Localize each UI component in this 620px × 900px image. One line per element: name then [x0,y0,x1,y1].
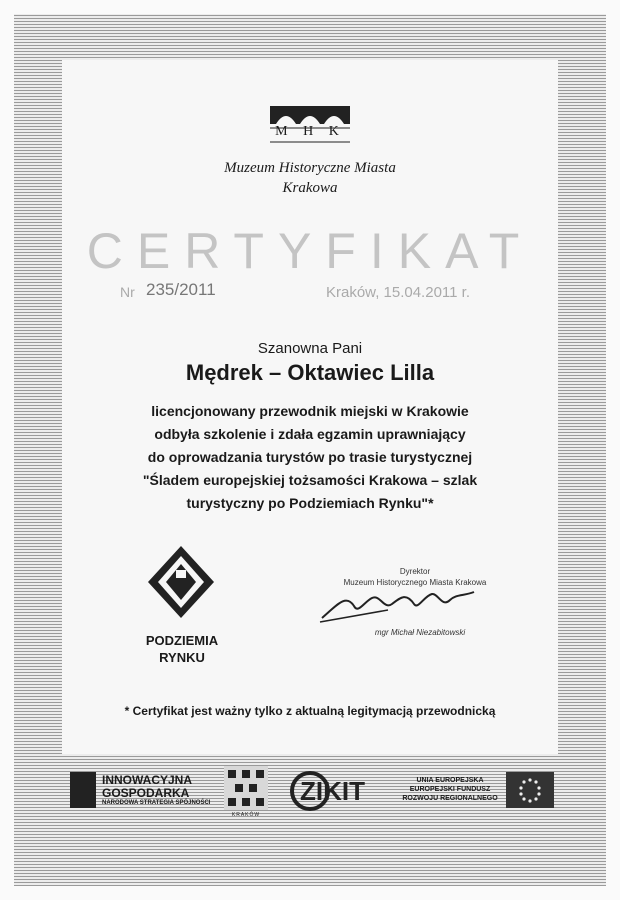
ig-name [102,774,192,800]
signatory-institution: Muzeum Historycznego Miasta Krakowa [343,578,487,587]
ue-line2: EUROPEJSKI FUNDUSZ [409,786,491,793]
ue-label [400,776,500,803]
salutation: Szanowna Pani [257,340,363,357]
ue-line3: ROZWOJU REGIONALNEGO [402,795,498,802]
ig-subtitle: NARODOWA STRATEGIA SPÓJNOŚCI [102,800,211,806]
ig-line2: GOSPODARKA [102,786,190,800]
recipient-name: Mędrek – Oktawiec Lilla [185,360,435,385]
innowacyjna-gospodarka-logo-icon [70,772,96,808]
signatory-title: Dyrektor [399,567,431,576]
ig-line1: INNOWACYJNA [102,773,193,787]
place-date: Kraków, 15.04.2011 r. [326,284,470,301]
cracovia-logo-icon [224,766,268,810]
certificate-title: CERTYFIKAT [86,223,534,279]
podziemia-rynku-logo-icon [146,544,216,620]
logo-letters: M H K [275,124,345,139]
cracovia-subtitle: KRAKÓW [231,812,261,818]
podziemia-rynku-text [130,632,234,666]
body-line: do oprowadzania turystów po trasie turystycznej [147,449,473,465]
certificate-number: 235/2011 [146,280,216,299]
body-line: odbyła szkolenie i zdała egzamin uprawniający [154,426,466,442]
museum-name-line1: Muzeum Historyczne Miasta [224,160,396,176]
certificate-body [90,400,530,515]
handwritten-signature [318,584,478,624]
footnote: * Certyfikat jest ważny tylko z aktualną legitymacją przewodnicką [124,704,496,718]
museum-name-line2: Krakowa [282,180,338,196]
body-line: turystyczny po Podziemiach Rynku"* [186,495,434,511]
pr-line1: PODZIEMIA [145,633,219,648]
number-label: Nr [120,284,135,300]
zikit-logo [290,770,380,812]
body-line: "Śladem europejskiej tożsamości Krakowa – szlak [142,472,478,488]
ue-line1: UNIA EUROPEJSKA [416,777,484,784]
pr-line2: RYNKU [159,650,205,665]
zikit-wordmark: ZIKIT [300,776,365,806]
signatory-name: mgr Michał Niezabitowski [374,628,466,637]
museum-name [170,158,450,198]
eu-flag-icon [506,772,554,808]
body-line: licencjonowany przewodnik miejski w Krakowie [151,403,469,419]
